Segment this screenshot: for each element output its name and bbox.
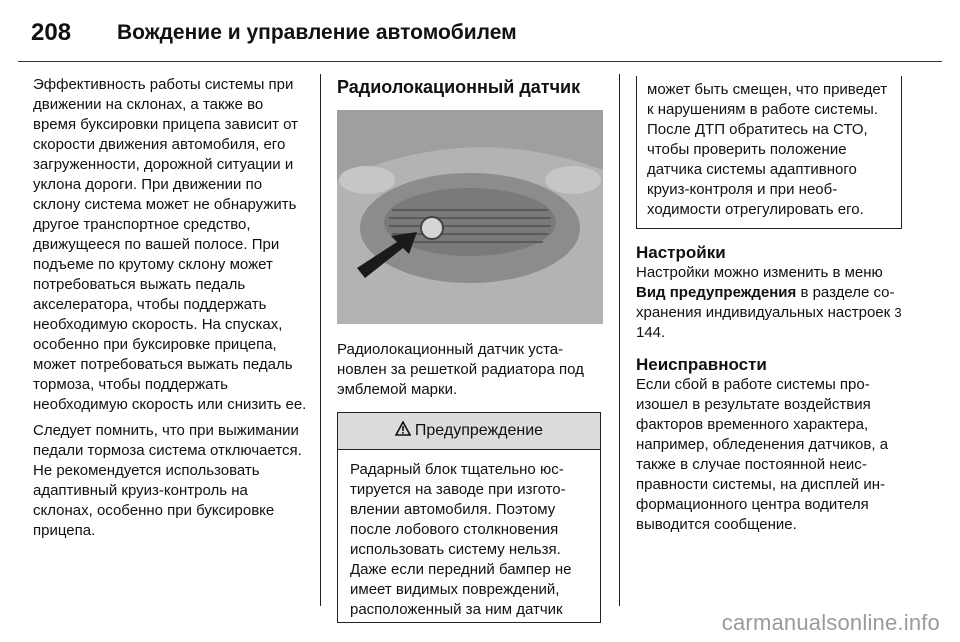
page-number: 208 bbox=[31, 19, 72, 46]
warning-triangle-icon bbox=[395, 421, 411, 442]
warning-text: Радарный блок тщательно юстируется на заводе при изготовлении автомобиля. Поэтому после лобового столкновения использовать систему нельзя. Даже если передний бампер не имеет видимых повреждений, расположенный за ним датчик bbox=[350, 461, 572, 618]
settings-menu-name: Вид предупреждения bbox=[636, 284, 797, 301]
see-also-arrow-icon: 3 bbox=[894, 305, 902, 320]
emblem-icon bbox=[421, 217, 443, 239]
warning-box-continued: может быть смещен, что приведет к нарушениям в работе системы. После ДТП обратитесь на СТО, чтобы проверить положение датчика системы адаптивного круиз-контроля и при необходимости отрегулировать его. bbox=[636, 76, 902, 229]
faults-paragraph: Если сбой в работе системы произошел в результате воздействия факторов временного характера, например, обледенения датчиков, а также в случае постоянной неисправности системы, на дисплей информационного центра водителя выводится сообщение. bbox=[636, 376, 889, 533]
settings-text-mid: в разделе сохранения индивидуальных настроек bbox=[636, 284, 895, 321]
column-1 bbox=[33, 75, 308, 547]
page-header bbox=[0, 0, 960, 62]
watermark: carmanualsonline.info bbox=[721, 610, 940, 635]
header-divider bbox=[18, 61, 942, 62]
column-3 bbox=[636, 76, 904, 541]
page-title: Вождение и управление автомобилем bbox=[117, 21, 517, 44]
warning-header bbox=[338, 413, 600, 450]
radar-caption: Радиолокационный датчик установлен за решеткой радиатора под эмблемой марки. bbox=[337, 341, 584, 398]
car-front-illustration bbox=[337, 110, 603, 324]
radar-sensor-photo bbox=[337, 110, 603, 324]
section-heading-settings: Настройки bbox=[636, 243, 726, 262]
warning-title: Предупреждение bbox=[414, 422, 544, 439]
column-divider-1 bbox=[320, 74, 321, 606]
warning-box bbox=[337, 412, 601, 623]
settings-page-ref[interactable]: 144. bbox=[636, 324, 666, 341]
column-divider-2 bbox=[619, 74, 620, 606]
paragraph-brake-note: Следует помнить, что при выжимании педали тормоза система отключается. Не рекомендуется использовать адаптивный круиз-контроль на склонах, особенно при буксировке прицепа. bbox=[33, 422, 302, 539]
settings-paragraph bbox=[636, 263, 904, 343]
paragraph-slope-efficiency: Эффективность работы системы при движении на склонах, а также во время буксировки прицепа зависит от скорости движения автомобиля, его загруженности, дорожной ситуации и уклона дороги. При движении по склону система может не обнаружить другое транспортное средство, движущееся по вашей полосе. При подъеме по крутому склону может потребоваться выжать педаль акселератора, чтобы поддержать необходимую скорость. На спусках, особенно при буксировке прицепа, может потребоваться выжать педаль тормоза, чтобы поддержать необходимую скорость или снизить ее. bbox=[33, 76, 307, 413]
column-2 bbox=[337, 76, 605, 623]
settings-text-intro: Настройки можно изменить в меню bbox=[636, 264, 883, 281]
section-heading-radar-sensor: Радиолокационный датчик bbox=[337, 77, 581, 97]
section-heading-faults: Неисправности bbox=[636, 355, 767, 374]
